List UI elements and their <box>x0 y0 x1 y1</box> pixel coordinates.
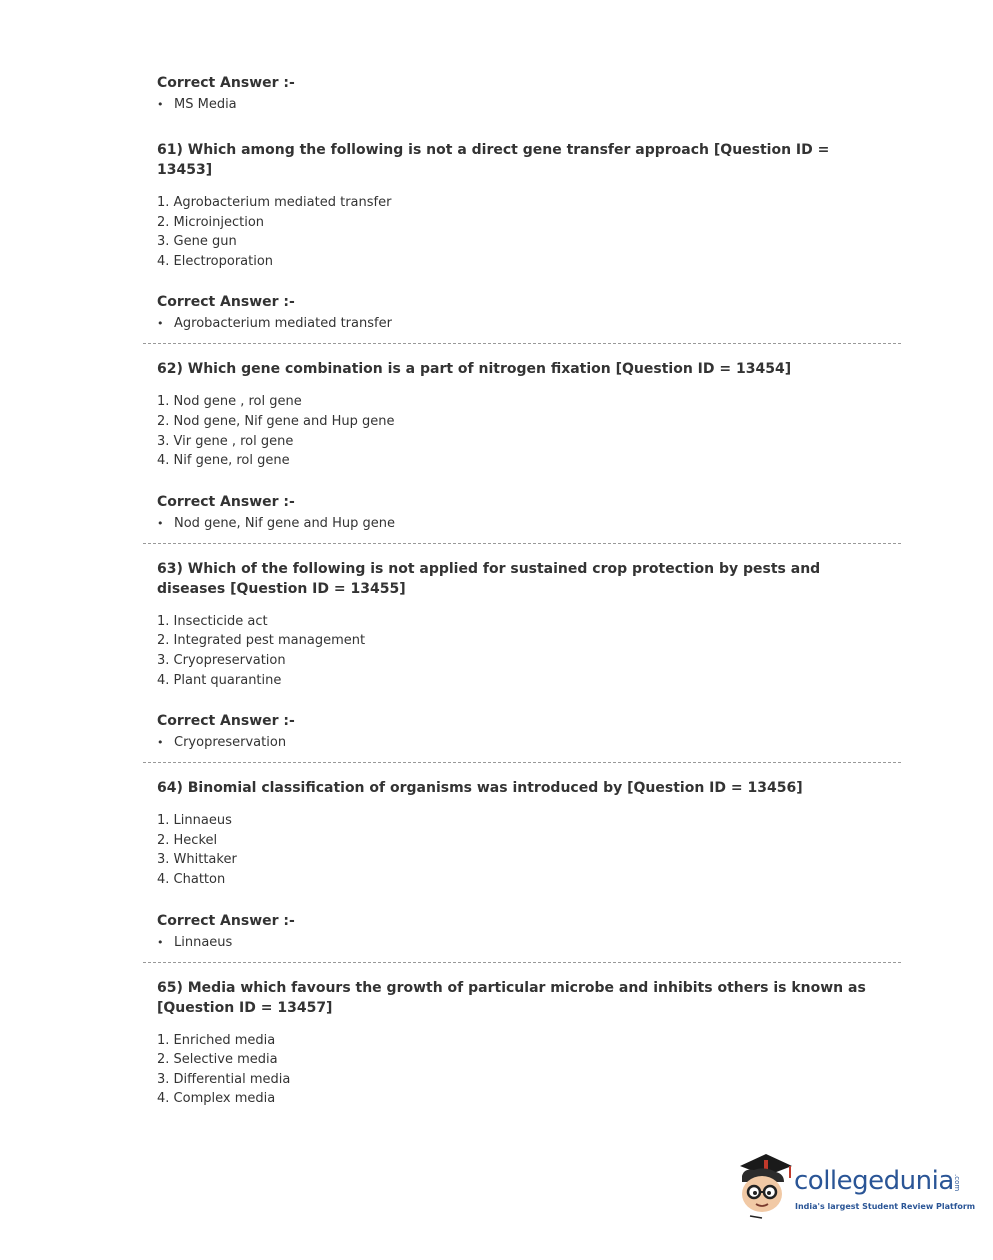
option: 2. Nod gene, Nif gene and Hup gene <box>157 413 395 429</box>
option: 3. Vir gene , rol gene <box>157 433 294 449</box>
question-61: 61) Which among the following is not a direct gene transfer approach [Question ID = 13453] <box>157 142 830 178</box>
correct-answer: • Cryopreservation <box>157 732 887 753</box>
logo-tagline: India's largest Student Review Platform <box>795 1202 976 1211</box>
correct-answer-label: Correct Answer :- <box>157 294 295 311</box>
correct-answer: • MS Media <box>157 94 887 115</box>
correct-answer: • Agrobacterium mediated transfer <box>157 313 887 334</box>
correct-answer-label: Correct Answer :- <box>157 713 295 730</box>
option: 1. Insecticide act <box>157 613 268 629</box>
question-64: 64) Binomial classification of organisms was introduced by [Question ID = 13456] <box>157 780 803 797</box>
options-61 <box>157 193 887 271</box>
option: 4. Electroporation <box>157 253 274 269</box>
option: 2. Microinjection <box>157 214 265 230</box>
collegedunia-logo <box>734 1152 976 1222</box>
option: 1. Nod gene , rol gene <box>157 394 302 410</box>
options-62 <box>157 392 887 470</box>
options-63 <box>157 612 887 690</box>
option: 2. Heckel <box>157 832 218 848</box>
correct-answer-label: Correct Answer :- <box>157 912 295 929</box>
correct-answer: • Linnaeus <box>157 932 887 953</box>
correct-answer-label: Correct Answer :- <box>157 493 295 510</box>
option: 4. Complex media <box>157 1091 276 1107</box>
correct-answer: • Nod gene, Nif gene and Hup gene <box>157 513 887 534</box>
option: 4. Nif gene, rol gene <box>157 453 290 469</box>
options-64 <box>157 811 887 889</box>
option: 1. Linnaeus <box>157 813 232 829</box>
option: 3. Cryopreservation <box>157 652 286 668</box>
option: 4. Chatton <box>157 871 226 887</box>
logo-wordmark: collegedunia <box>794 1166 954 1196</box>
mascot-icon <box>734 1152 794 1220</box>
divider <box>143 343 901 344</box>
divider <box>143 962 901 963</box>
option: 3. Differential media <box>157 1071 291 1087</box>
option: 2. Selective media <box>157 1052 278 1068</box>
option: 3. Whittaker <box>157 852 237 868</box>
option: 4. Plant quarantine <box>157 672 282 688</box>
logo-suffix: .com <box>953 1174 961 1192</box>
option: 1. Agrobacterium mediated transfer <box>157 195 392 210</box>
divider <box>143 543 901 544</box>
option: 1. Enriched media <box>157 1032 276 1048</box>
options-65 <box>157 1031 887 1109</box>
correct-answer-label: Correct Answer :- <box>157 75 295 91</box>
question-63: 63) Which of the following is not applied for sustained crop protection by pests and diseases [Question ID = 13455] <box>157 560 821 597</box>
option: 2. Integrated pest management <box>157 633 366 649</box>
option: 3. Gene gun <box>157 234 237 250</box>
question-62: 62) Which gene combination is a part of nitrogen fixation [Question ID = 13454] <box>157 361 792 378</box>
question-65: 65) Media which favours the growth of particular microbe and inhibits others is known as [Question ID = 13457] <box>157 979 866 1016</box>
question-sheet <box>157 72 887 1109</box>
divider <box>143 762 901 763</box>
